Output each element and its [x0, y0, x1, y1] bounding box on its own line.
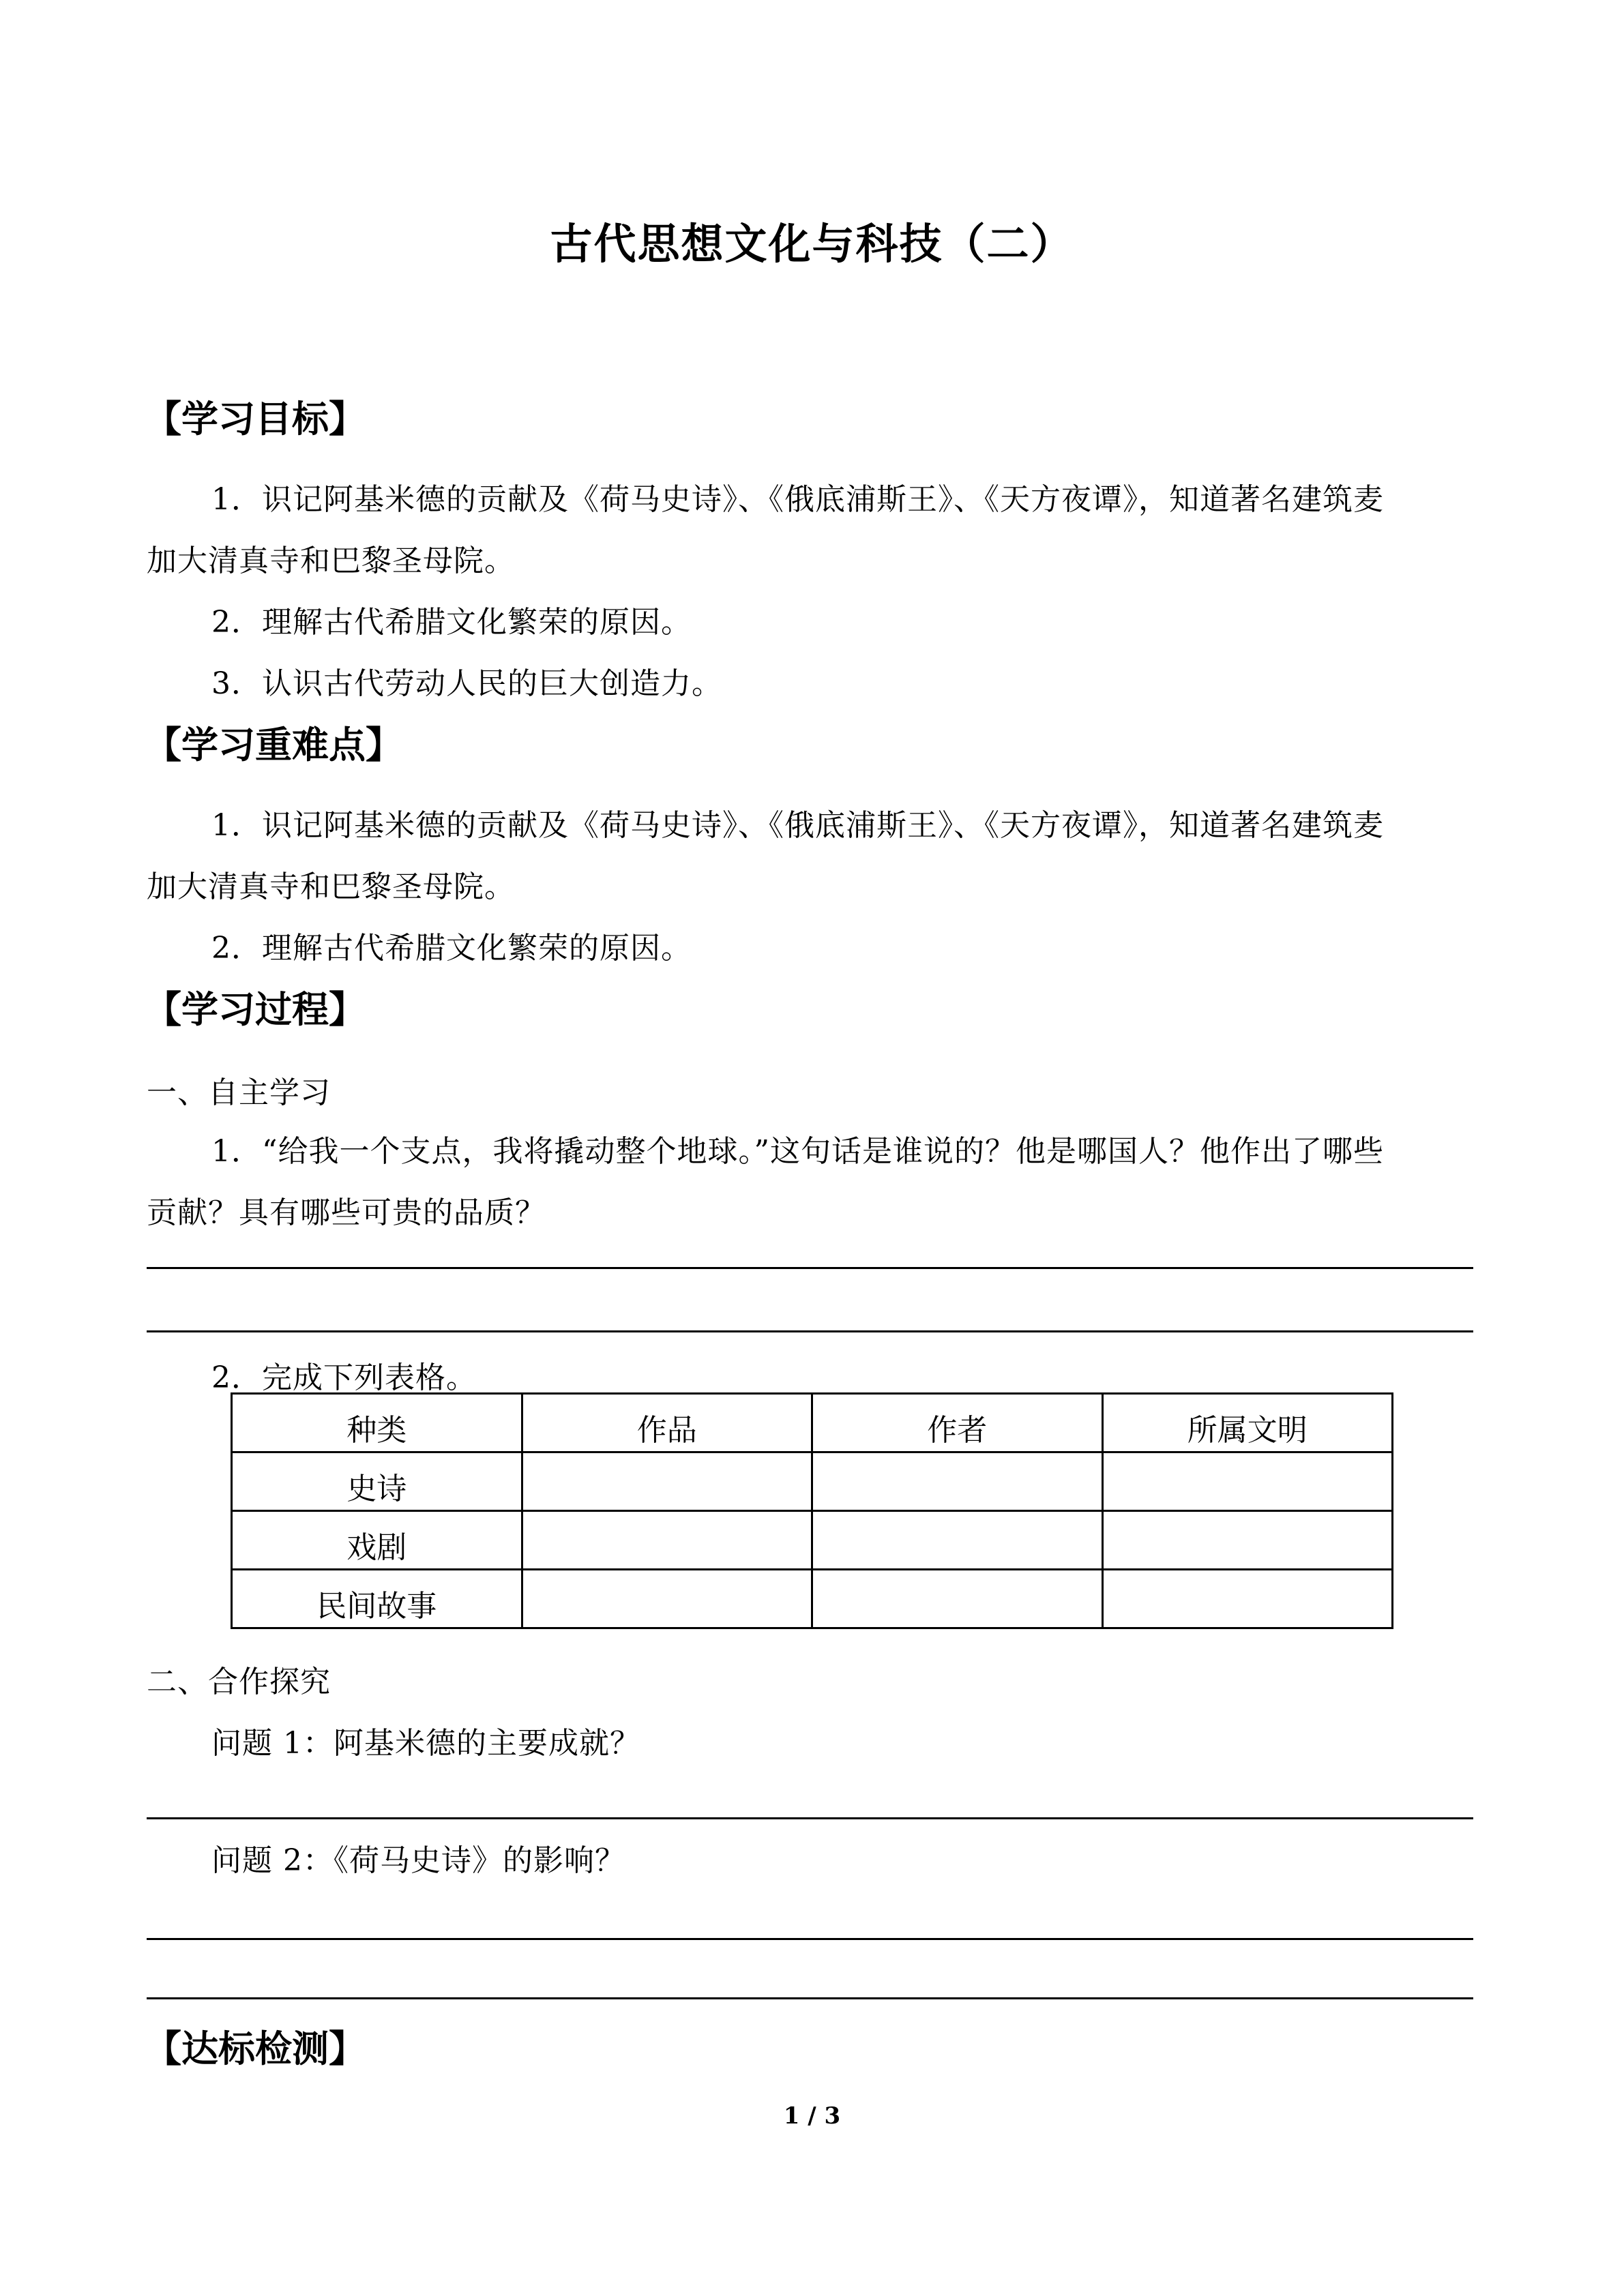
assessment-heading: 【达标检测】: [145, 2027, 366, 2070]
key-point-item-1-line-1: 1．识记阿基米德的贡献及《荷马史诗》、《俄底浦斯王》、《天方夜谭》，知道著名建筑麦: [211, 808, 1384, 843]
self-study-question-2: 2．完成下列表格。: [211, 1360, 477, 1395]
table-header-cell: 作品: [522, 1394, 812, 1452]
table-header-row: [232, 1394, 1393, 1452]
answer-line[interactable]: [147, 1938, 1473, 1940]
self-study-question-1-line-1: 1．“给我一个支点，我将撬动整个地球。”这句话是谁说的？他是哪国人？他作出了哪些: [211, 1134, 1384, 1169]
works-table: [231, 1392, 1393, 1629]
table-row-label: 戏剧: [232, 1511, 522, 1570]
self-study-label: 一、自主学习: [147, 1075, 331, 1110]
cooperation-question-2: 问题 2：《荷马史诗》的影响？: [211, 1843, 625, 1878]
key-point-item-2: 2．理解古代希腊文化繁荣的原因。: [211, 931, 692, 966]
key-point-item-1-line-2: 加大清真寺和巴黎圣母院。: [147, 869, 515, 904]
cooperation-label: 二、合作探究: [147, 1665, 331, 1699]
key-points-heading: 【学习重难点】: [145, 724, 402, 766]
table-header-cell: 所属文明: [1102, 1394, 1393, 1452]
table-row-label: 民间故事: [232, 1570, 522, 1628]
objectives-heading: 【学习目标】: [145, 398, 366, 441]
page-number: 1 / 3: [783, 2102, 841, 2130]
table-cell[interactable]: [522, 1452, 812, 1511]
table-cell[interactable]: [522, 1511, 812, 1570]
answer-line[interactable]: [147, 1817, 1473, 1819]
table-row: [232, 1452, 1393, 1511]
objective-item-1-line-1: 1．识记阿基米德的贡献及《荷马史诗》、《俄底浦斯王》、《天方夜谭》，知道著名建筑麦: [211, 482, 1384, 517]
page-title: 古代思想文化与科技（二）: [550, 219, 1074, 269]
self-study-question-1-line-2: 贡献？具有哪些可贵的品质？: [147, 1195, 546, 1230]
table-cell[interactable]: [812, 1452, 1103, 1511]
table-row: [232, 1570, 1393, 1628]
answer-line[interactable]: [147, 1267, 1473, 1269]
table-cell[interactable]: [812, 1511, 1103, 1570]
objective-item-1-line-2: 加大清真寺和巴黎圣母院。: [147, 543, 515, 578]
objective-item-3: 3．认识古代劳动人民的巨大创造力。: [211, 666, 722, 701]
table-row-label: 史诗: [232, 1452, 522, 1511]
table-row: [232, 1511, 1393, 1570]
table-cell[interactable]: [1102, 1570, 1393, 1628]
table-header-cell: 作者: [812, 1394, 1103, 1452]
table-cell[interactable]: [1102, 1511, 1393, 1570]
cooperation-question-1: 问题 1：阿基米德的主要成就？: [211, 1726, 640, 1761]
process-heading: 【学习过程】: [145, 988, 366, 1031]
objective-item-2: 2．理解古代希腊文化繁荣的原因。: [211, 605, 692, 640]
table-cell[interactable]: [522, 1570, 812, 1628]
table-cell[interactable]: [812, 1570, 1103, 1628]
table-header-cell: 种类: [232, 1394, 522, 1452]
answer-line[interactable]: [147, 1330, 1473, 1332]
table-cell[interactable]: [1102, 1452, 1393, 1511]
answer-line[interactable]: [147, 1997, 1473, 1999]
